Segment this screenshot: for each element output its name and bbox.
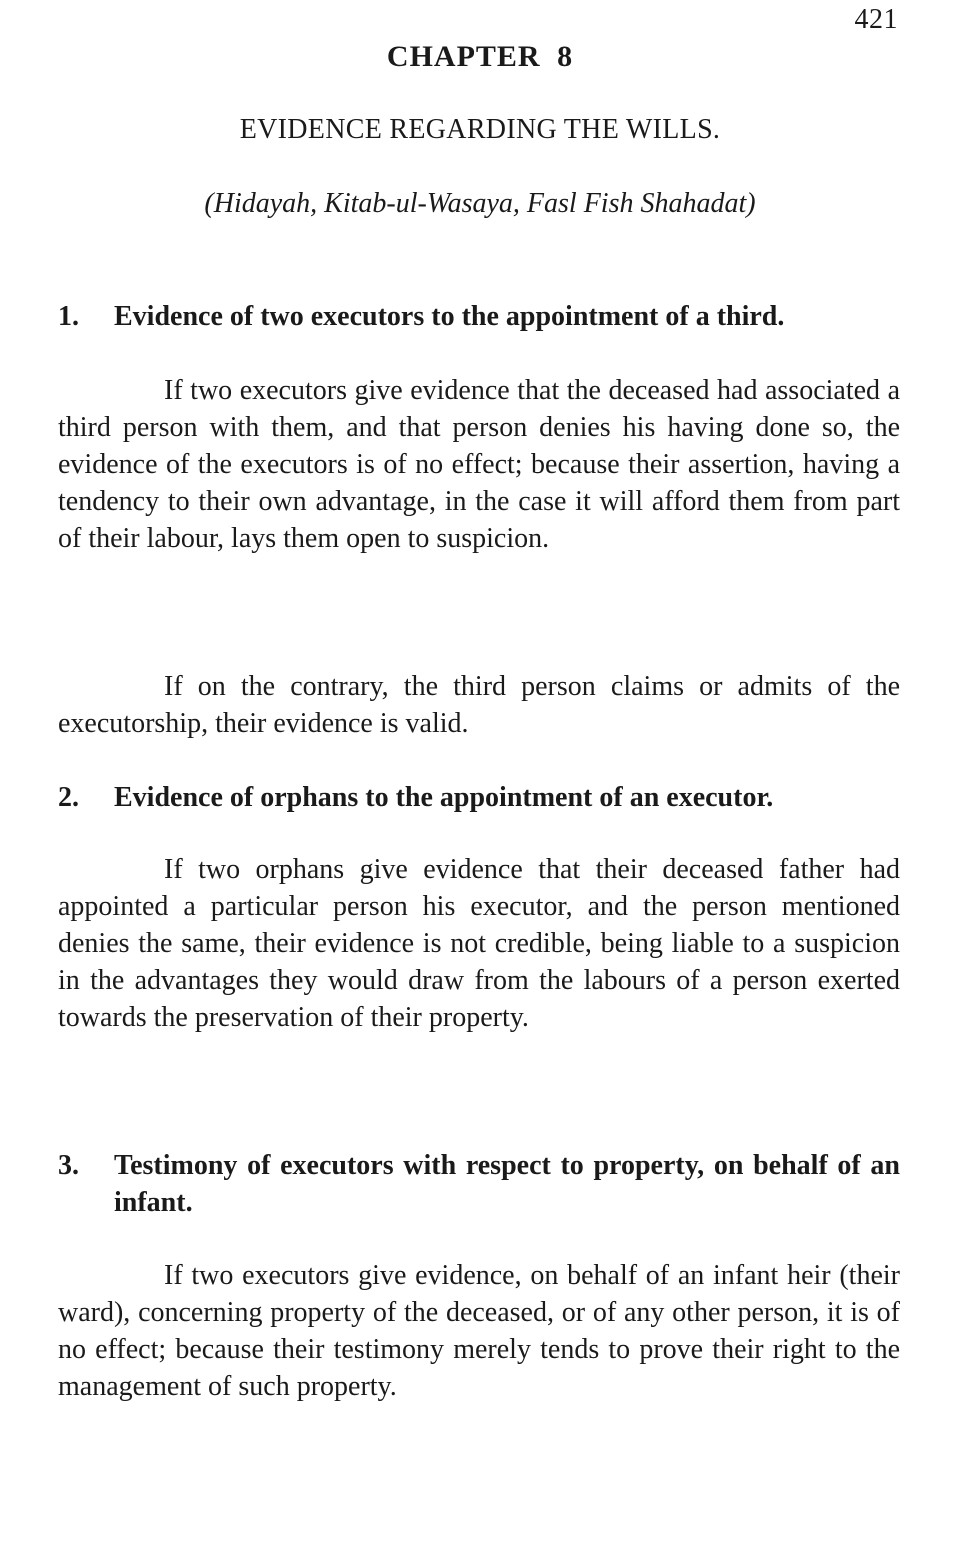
section-1-heading: [58, 298, 900, 335]
section-1-paragraph-2: If on the contrary, the third person claims or admits of the executorship, their evidence is valid.: [58, 671, 900, 739]
section-3-heading: [58, 1147, 900, 1221]
section-heading-text: Evidence of orphans to the appointment of an executor.: [114, 782, 774, 813]
section-heading-text: Testimony of executors with respect to property, on behalf of an infant.: [114, 1150, 900, 1218]
chapter-title: CHAPTER 8: [386, 40, 574, 73]
section-number: 2.: [58, 782, 79, 813]
section-number: 1.: [58, 301, 79, 332]
chapter-source: (Hidayah, Kitab-ul-Wasaya, Fasl Fish Shahadat): [204, 188, 756, 219]
section-2-heading: [58, 779, 900, 816]
page-number: 421: [854, 4, 898, 35]
section-3-paragraph-1: If two executors give evidence, on behalf of an infant heir (their ward), concerning property of the deceased, or of any other person, it is of no effect; because their testimony merely tends to prove their right to the management of such property.: [58, 1260, 900, 1402]
section-1-paragraph-1: If two executors give evidence that the deceased had associated a third person with them, and that person denies his having done so, the evidence of the executors is of no effect; because their assertion, having a tendency to their own advantage, in the case it will afford them from part of their labour, lays them open to suspicion.: [58, 375, 900, 554]
section-heading-text: Evidence of two executors to the appointment of a third.: [114, 301, 785, 332]
chapter-subtitle: EVIDENCE REGARDING THE WILLS.: [239, 114, 721, 145]
section-2-paragraph-1: If two orphans give evidence that their deceased father had appointed a particular person his executor, and the person mentioned denies the same, their evidence is not credible, being liable to a suspicion in the advantages they would draw from the labours of a person exerted towards the preservation of their property.: [58, 854, 900, 1033]
section-number: 3.: [58, 1150, 79, 1181]
